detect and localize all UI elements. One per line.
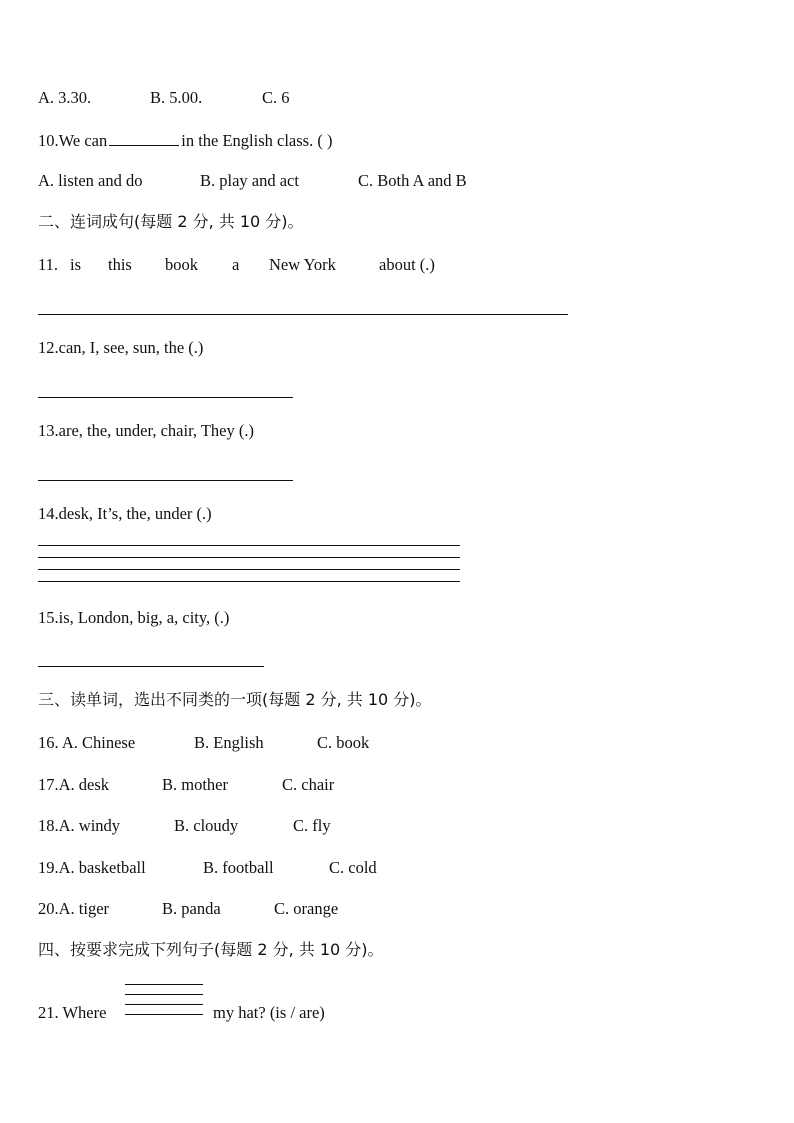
q10-suffix: in the English class. ( ) (181, 131, 333, 150)
q9-option-b: B. 5.00. (150, 88, 203, 107)
q17-option-a: 17.A. desk (38, 775, 110, 794)
q11-number: 11. (38, 255, 59, 274)
q15-answer-line[interactable] (38, 666, 264, 667)
q18-options-row (38, 816, 331, 836)
q12-answer-line[interactable] (38, 397, 293, 398)
q16-option-a: 16. A. Chinese (38, 733, 136, 752)
q13-question: 13.are, the, under, chair, They (.) (38, 421, 254, 440)
q11-word: New York (269, 255, 336, 274)
q18-option-c: C. fly (293, 816, 331, 835)
q21-answer-line-2[interactable] (125, 994, 203, 995)
q14-answer-line-3[interactable] (38, 569, 460, 570)
q18-option-b: B. cloudy (174, 816, 239, 835)
q11-word: book (165, 255, 198, 274)
q11-word: about (.) (379, 255, 435, 274)
q9-option-a: A. 3.30. (38, 88, 92, 107)
q17-option-b: B. mother (162, 775, 228, 794)
q20-option-c: C. orange (274, 899, 339, 918)
q10-option-a: A. listen and do (38, 171, 143, 190)
q10-answer-blank[interactable] (109, 130, 179, 146)
q20-options-row (38, 899, 338, 919)
q13-answer-line[interactable] (38, 480, 293, 481)
q10-option-b: B. play and act (200, 171, 299, 190)
q17-option-c: C. chair (282, 775, 335, 794)
q9-option-c: C. 6 (262, 88, 290, 107)
q14-answer-line-2[interactable] (38, 557, 460, 558)
section4-heading: 四、按要求完成下列句子(每题 2 分, 共 10 分)。 (38, 940, 384, 959)
q11-word: this (108, 255, 132, 274)
q19-option-b: B. football (203, 858, 274, 877)
q11-question (38, 255, 435, 275)
q21-answer-line-1[interactable] (125, 984, 203, 985)
q21-question (38, 1003, 325, 1023)
q20-option-a: 20.A. tiger (38, 899, 110, 918)
q11-word: is (70, 255, 82, 274)
q10-option-c: C. Both A and B (358, 171, 467, 190)
q19-option-c: C. cold (329, 858, 377, 877)
q14-answer-line-1[interactable] (38, 545, 460, 546)
section2-heading: 二、连词成句(每题 2 分, 共 10 分)。 (38, 212, 304, 231)
q10-question (38, 130, 332, 151)
q21-prefix: 21. Where (38, 1003, 107, 1022)
q16-option-c: C. book (317, 733, 370, 752)
q15-question: 15.is, London, big, a, city, (.) (38, 608, 230, 627)
q18-option-a: 18.A. windy (38, 816, 121, 835)
q19-options-row (38, 858, 377, 878)
q10-options-row (38, 171, 467, 191)
q12-question: 12.can, I, see, sun, the (.) (38, 338, 204, 357)
q20-option-b: B. panda (162, 899, 221, 918)
q10-prefix: 10.We can (38, 131, 108, 150)
q9-options-row (38, 88, 290, 108)
q16-options-row (38, 733, 369, 753)
section3-heading: 三、读单词，选出不同类的一项(每题 2 分, 共 10 分)。 (38, 690, 432, 709)
q14-question: 14.desk, It’s, the, under (.) (38, 504, 212, 523)
q17-options-row (38, 775, 334, 795)
q11-answer-line[interactable] (38, 314, 568, 315)
q11-word: a (232, 255, 240, 274)
q19-option-a: 19.A. basketball (38, 858, 146, 877)
q21-suffix: my hat? (is / are) (213, 1003, 325, 1022)
q16-option-b: B. English (194, 733, 264, 752)
q14-answer-line-4[interactable] (38, 581, 460, 582)
